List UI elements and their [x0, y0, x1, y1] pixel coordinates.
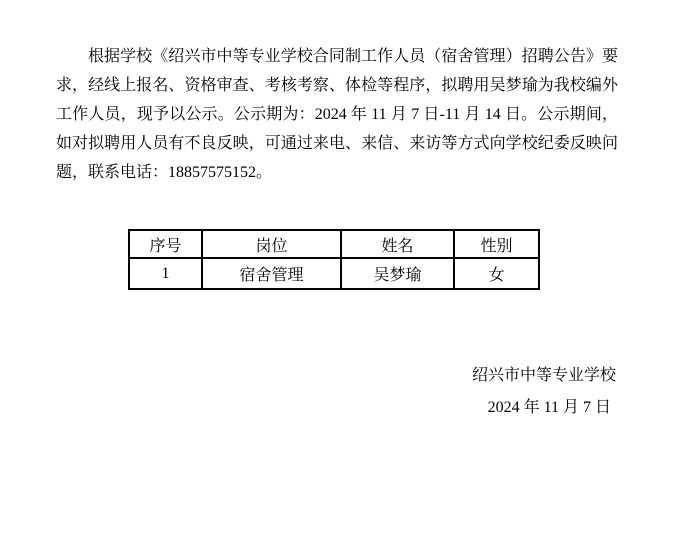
header-cell-number: 序号	[129, 230, 202, 258]
cell-number: 1	[129, 258, 202, 289]
cell-position: 宿舍管理	[202, 258, 341, 289]
signature-organization: 绍兴市中等专业学校	[471, 367, 616, 384]
paragraph-line-1: 根据学校《绍兴市中等专业学校合同制工作人员（宿舍管理）招聘公告》要	[88, 48, 618, 65]
signature-date: 2024 年 11 月 7 日	[487, 399, 611, 416]
cell-name: 吴梦瑜	[341, 258, 454, 289]
paragraph-line-2: 求，经线上报名、资格审查、考核考察、体检等程序，拟聘用吴梦瑜为我校编外	[56, 77, 618, 94]
announcement-paragraph	[56, 42, 618, 187]
header-cell-name: 姓名	[341, 230, 454, 258]
paragraph-line-5: 题，联系电话：18857575152。	[56, 164, 273, 181]
cell-gender: 女	[454, 258, 539, 289]
table-row	[129, 258, 539, 289]
table-header-row	[129, 230, 539, 258]
candidate-table	[128, 229, 540, 290]
header-cell-gender: 性别	[454, 230, 539, 258]
header-cell-position: 岗位	[202, 230, 341, 258]
paragraph-line-3: 工作人员，现予以公示。公示期为：2024 年 11 月 7 日-11 月 14 日。公示期间，	[56, 106, 618, 123]
signature-block	[472, 360, 616, 424]
paragraph-line-4: 如对拟聘用人员有不良反映，可通过来电、来信、来访等方式向学校纪委反映问	[56, 135, 618, 152]
